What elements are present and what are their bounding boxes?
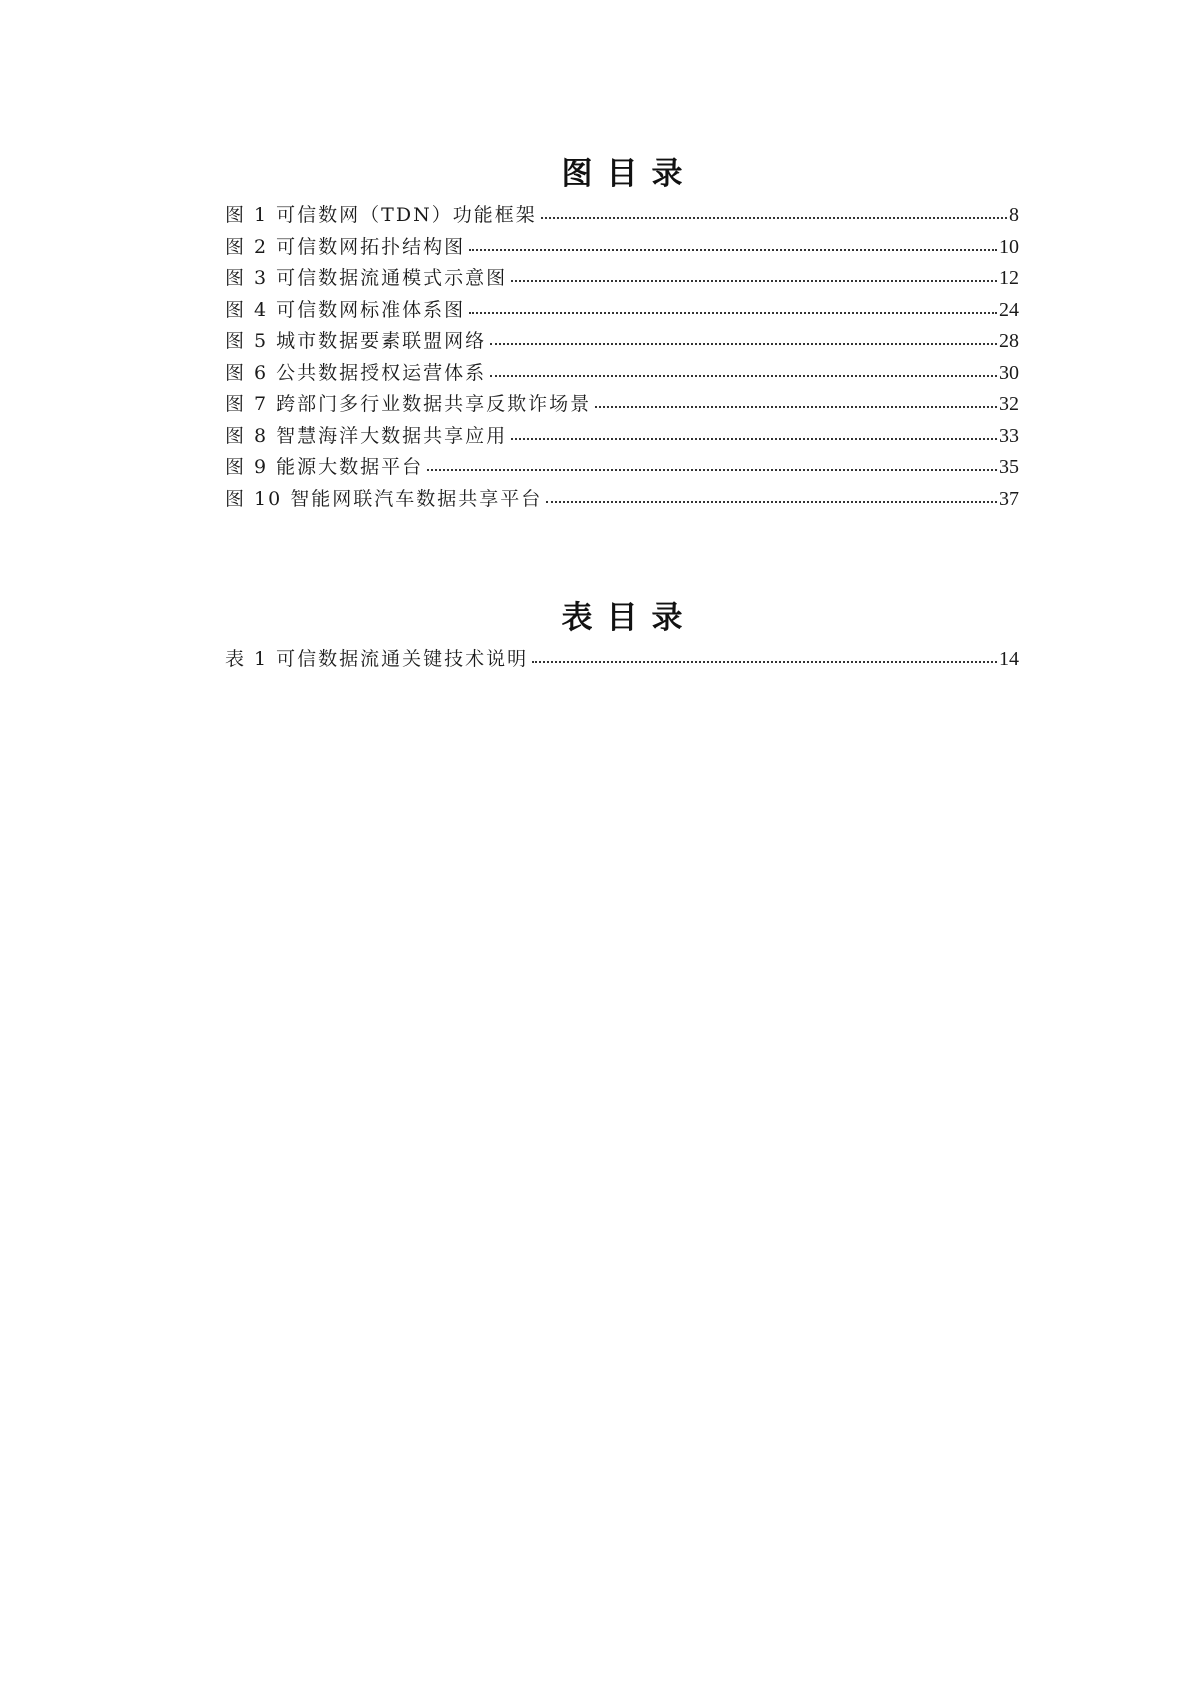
toc-entry-label: 图 7 跨部门多行业数据共享反欺诈场景 bbox=[225, 393, 592, 415]
toc-entry-page: 35 bbox=[999, 456, 1019, 478]
toc-entry-label: 图 4 可信数网标准体系图 bbox=[225, 298, 466, 321]
toc-entry-label: 图 5 城市数据要素联盟网络 bbox=[225, 330, 487, 352]
toc-entry[interactable] bbox=[225, 484, 1019, 516]
toc-entry-label: 图 2 可信数网拓扑结构图 bbox=[225, 235, 466, 258]
table-list-section bbox=[225, 596, 1019, 676]
toc-entry-page: 33 bbox=[999, 424, 1019, 447]
dot-leader bbox=[469, 233, 997, 253]
figure-toc-list bbox=[225, 200, 1019, 515]
dot-leader bbox=[490, 327, 997, 347]
toc-entry[interactable] bbox=[225, 263, 1019, 295]
toc-entry[interactable] bbox=[225, 232, 1019, 264]
toc-entry-label: 图 3 可信数据流通模式示意图 bbox=[225, 267, 508, 289]
toc-entry[interactable] bbox=[225, 200, 1019, 232]
table-list-title: 表目录 bbox=[561, 600, 697, 636]
dot-leader bbox=[511, 264, 997, 284]
dot-leader bbox=[546, 485, 997, 505]
toc-entry[interactable] bbox=[225, 358, 1019, 390]
toc-entry-page: 28 bbox=[999, 330, 1019, 352]
toc-entry-label: 图 10 智能网联汽车数据共享平台 bbox=[225, 487, 543, 510]
toc-entry-page: 8 bbox=[1009, 204, 1019, 226]
toc-entry[interactable] bbox=[225, 295, 1019, 327]
figure-list-section bbox=[225, 152, 1019, 515]
toc-entry-label: 图 6 公共数据授权运营体系 bbox=[225, 361, 487, 384]
toc-entry-page: 14 bbox=[999, 648, 1019, 670]
dot-leader bbox=[511, 422, 997, 442]
toc-entry-label: 图 1 可信数网（TDN）功能框架 bbox=[225, 204, 537, 226]
toc-entry-page: 24 bbox=[999, 298, 1019, 321]
toc-entry[interactable] bbox=[225, 389, 1019, 421]
toc-entry-page: 30 bbox=[999, 361, 1019, 384]
toc-entry-label: 图 9 能源大数据平台 bbox=[225, 456, 424, 478]
dot-leader bbox=[427, 453, 997, 473]
toc-entry[interactable] bbox=[225, 326, 1019, 358]
toc-entry-label: 图 8 智慧海洋大数据共享应用 bbox=[225, 424, 508, 447]
dot-leader bbox=[595, 390, 997, 410]
dot-leader bbox=[469, 296, 997, 316]
dot-leader bbox=[541, 201, 1007, 221]
figure-list-title: 图目录 bbox=[561, 156, 697, 192]
toc-entry-page: 37 bbox=[999, 487, 1019, 510]
toc-entry[interactable] bbox=[225, 452, 1019, 484]
toc-entry-label: 表 1 可信数据流通关键技术说明 bbox=[225, 648, 529, 670]
table-toc-list bbox=[225, 644, 1019, 676]
toc-entry[interactable] bbox=[225, 421, 1019, 453]
dot-leader bbox=[490, 359, 997, 379]
toc-entry-page: 10 bbox=[999, 235, 1019, 258]
toc-entry[interactable] bbox=[225, 644, 1019, 676]
toc-entry-page: 12 bbox=[999, 267, 1019, 289]
toc-entry-page: 32 bbox=[999, 393, 1019, 415]
dot-leader bbox=[532, 645, 997, 665]
